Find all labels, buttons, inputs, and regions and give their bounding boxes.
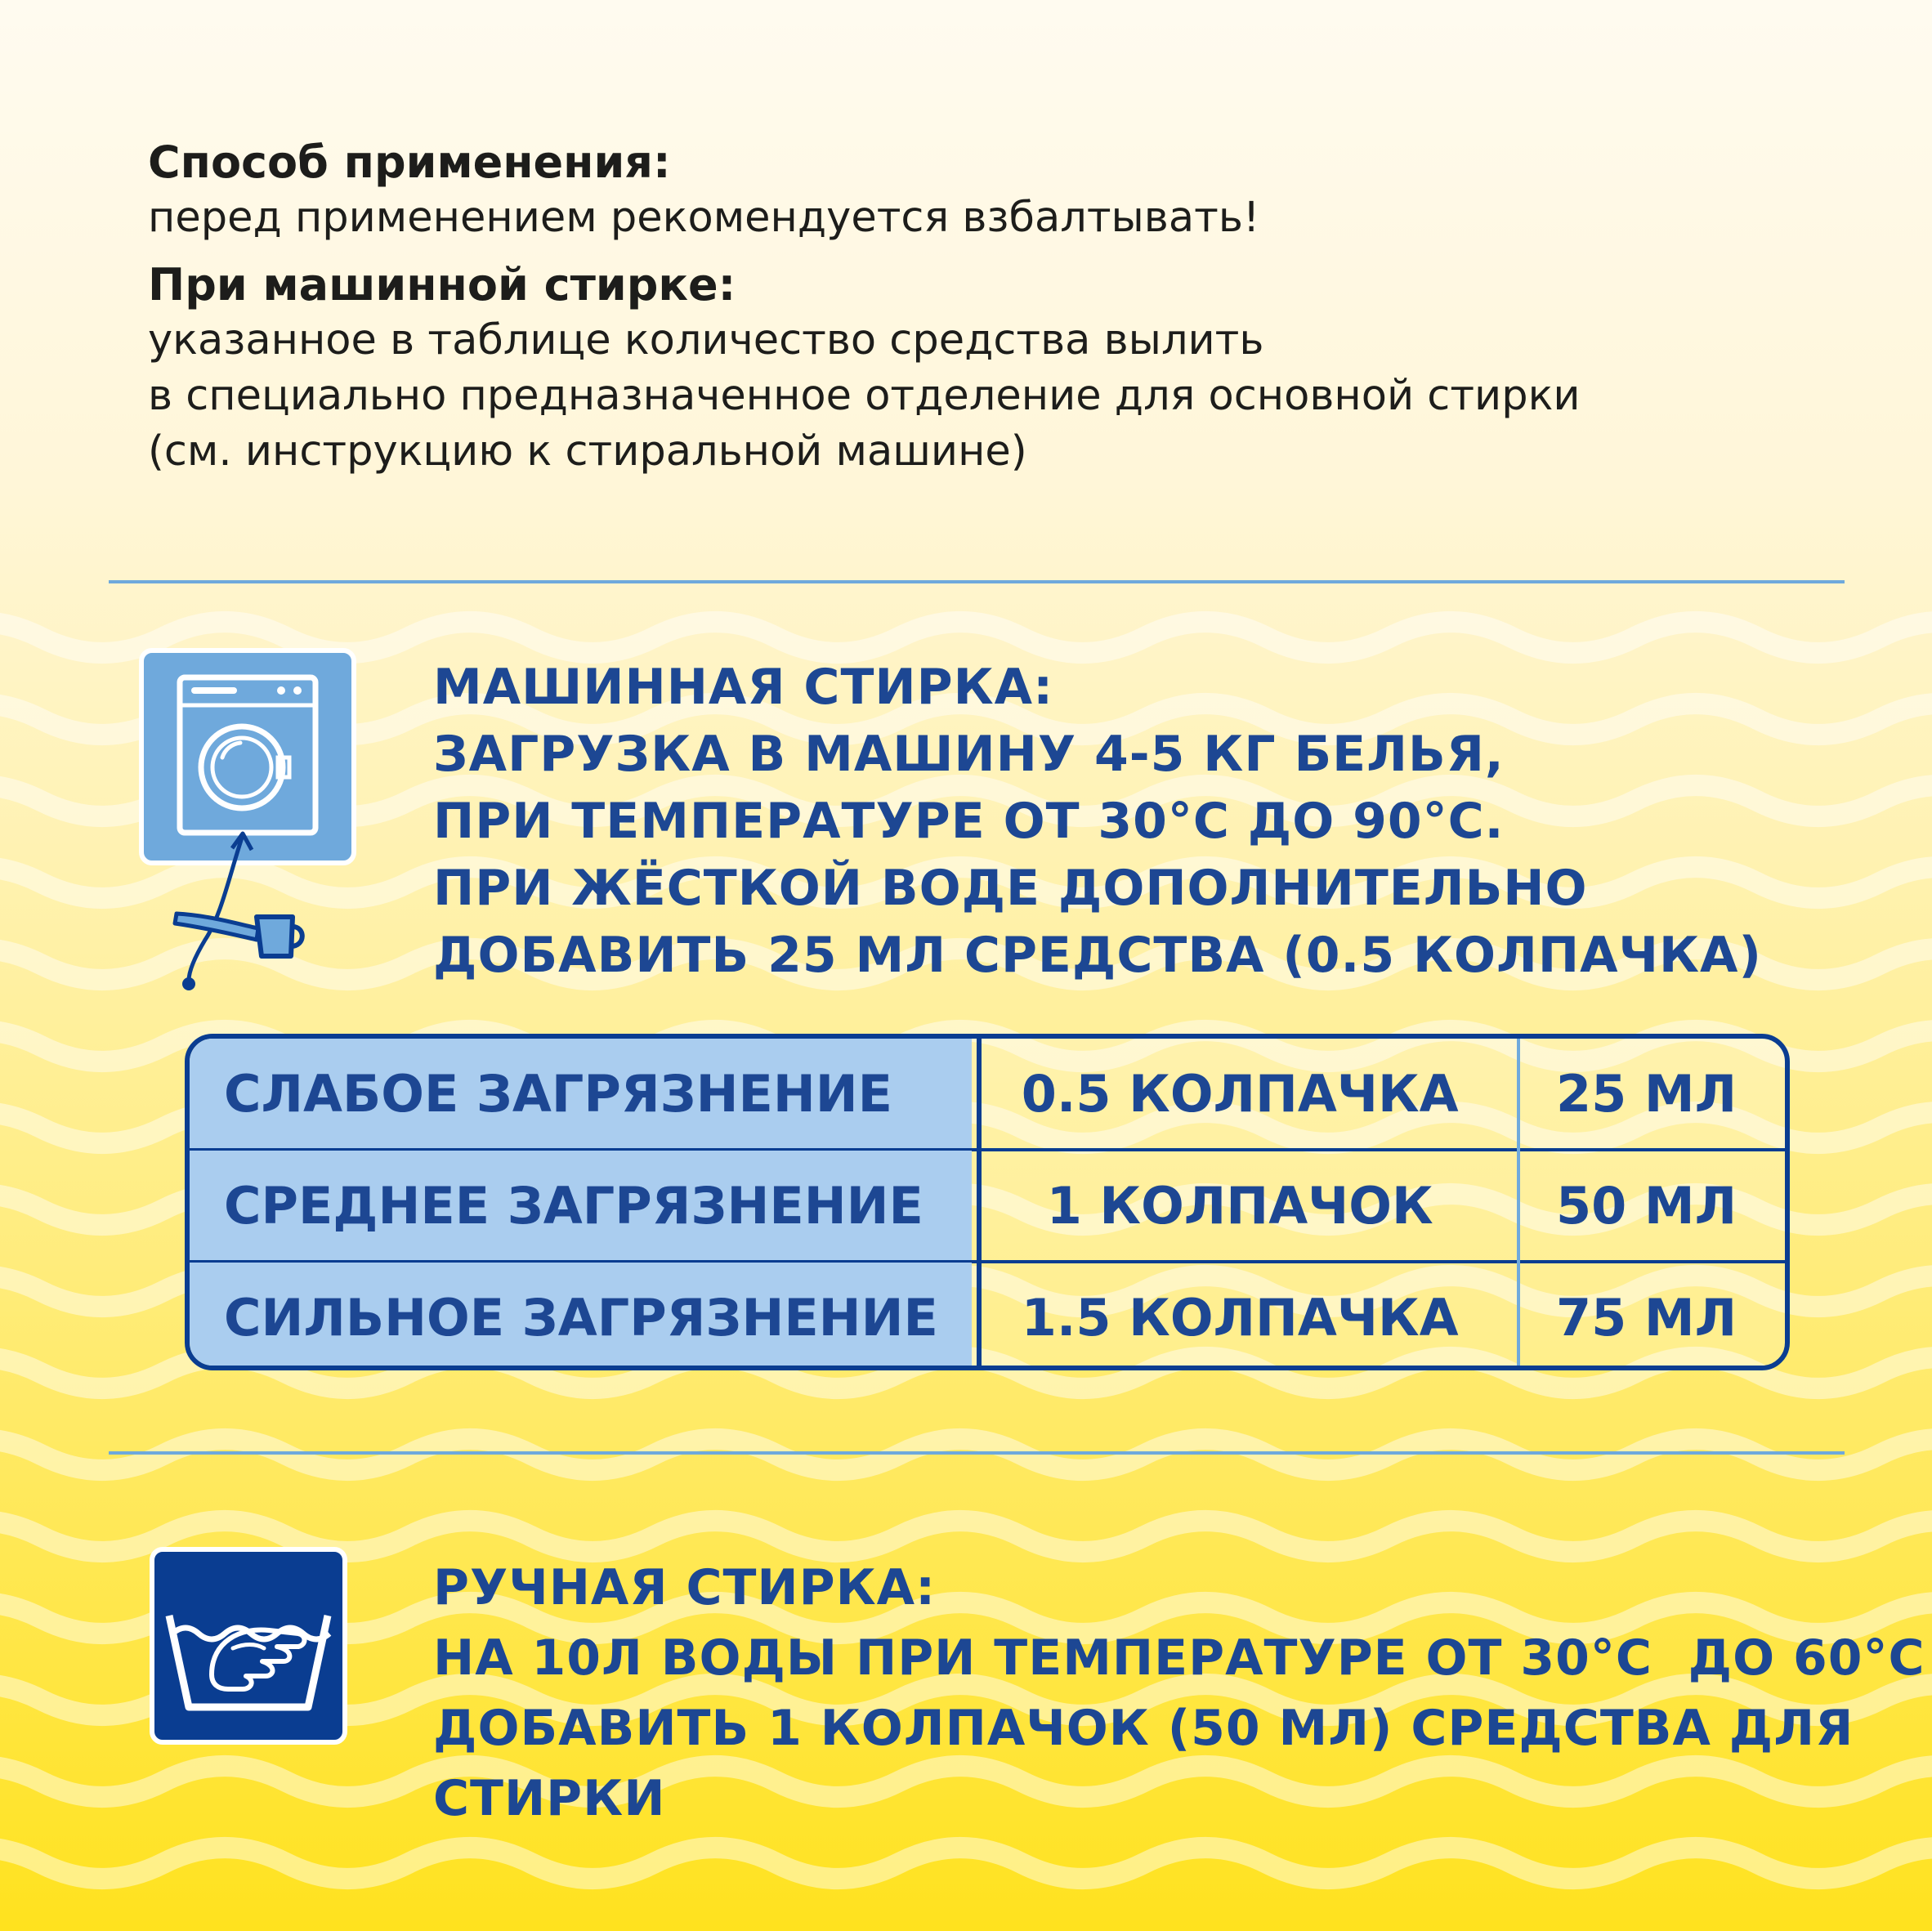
method-text: перед применением рекомендуется взбалтывать!	[148, 194, 1260, 242]
hand-wash-instructions	[433, 1553, 1925, 1834]
divider	[109, 580, 1845, 583]
hand-wash-icon	[150, 1547, 347, 1745]
usage-intro	[148, 135, 1823, 480]
machine-wash-line: указанное в таблице количество средства вылить	[148, 316, 1264, 364]
method-title: Способ применения:	[148, 136, 671, 188]
dosage-table	[185, 1034, 1790, 1370]
ml-cell: 75 МЛ	[1556, 1287, 1737, 1348]
machine-wash-text-line: ДОБАВИТЬ 25 МЛ СРЕДСТВА (0.5 КОЛПАЧКА)	[433, 927, 1762, 984]
soil-level-cell: СРЕДНЕЕ ЗАГРЯЗНЕНИЕ	[190, 1151, 972, 1260]
machine-wash-heading: МАШИННАЯ СТИРКА:	[433, 659, 1054, 716]
machine-wash-line: в специально предназначенное отделение для основной стирки	[148, 372, 1581, 420]
machine-wash-text-line: ПРИ ТЕМПЕРАТУРЕ ОТ 30°С ДО 90°С.	[433, 793, 1505, 850]
ml-cell: 50 МЛ	[1556, 1175, 1737, 1236]
ml-cell: 25 МЛ	[1556, 1063, 1737, 1124]
column-divider	[977, 1039, 982, 1366]
caps-cell: 1.5 КОЛПАЧКА	[1021, 1287, 1459, 1348]
caps-cell: 1 КОЛПАЧОК	[1046, 1175, 1433, 1236]
table-row	[190, 1263, 1785, 1370]
table-row	[190, 1151, 1785, 1260]
hand-wash-text-line: ДОБАВИТЬ 1 КОЛПАЧОК (50 МЛ) СРЕДСТВА ДЛЯ	[433, 1700, 1854, 1757]
hand-wash-text-line: НА 10Л ВОДЫ ПРИ ТЕМПЕРАТУРЕ ОТ 30°С ДО 60°С	[433, 1629, 1925, 1687]
machine-wash-title: При машинной стирке:	[148, 259, 736, 311]
caps-cell: 0.5 КОЛПАЧКА	[1021, 1063, 1459, 1124]
hand-wash-text-line: СТИРКИ	[433, 1770, 666, 1827]
soil-level-cell: СИЛЬНОЕ ЗАГРЯЗНЕНИЕ	[190, 1263, 972, 1370]
hand-wash-heading: РУЧНАЯ СТИРКА:	[433, 1559, 937, 1616]
table-row	[190, 1039, 1785, 1148]
column-divider	[1517, 1039, 1520, 1366]
divider	[109, 1451, 1845, 1455]
machine-wash-text-line: ЗАГРУЗКА В МАШИНУ 4-5 КГ БЕЛЬЯ,	[433, 726, 1505, 783]
machine-wash-instructions	[433, 654, 1762, 989]
powder-scoop-icon	[160, 825, 340, 997]
machine-wash-text-line: ПРИ ЖЁСТКОЙ ВОДЕ ДОПОЛНИТЕЛЬНО	[433, 860, 1588, 917]
soil-level-cell: СЛАБОЕ ЗАГРЯЗНЕНИЕ	[190, 1039, 972, 1148]
machine-wash-line: (см. инструкцию к стиральной машине)	[148, 427, 1027, 476]
